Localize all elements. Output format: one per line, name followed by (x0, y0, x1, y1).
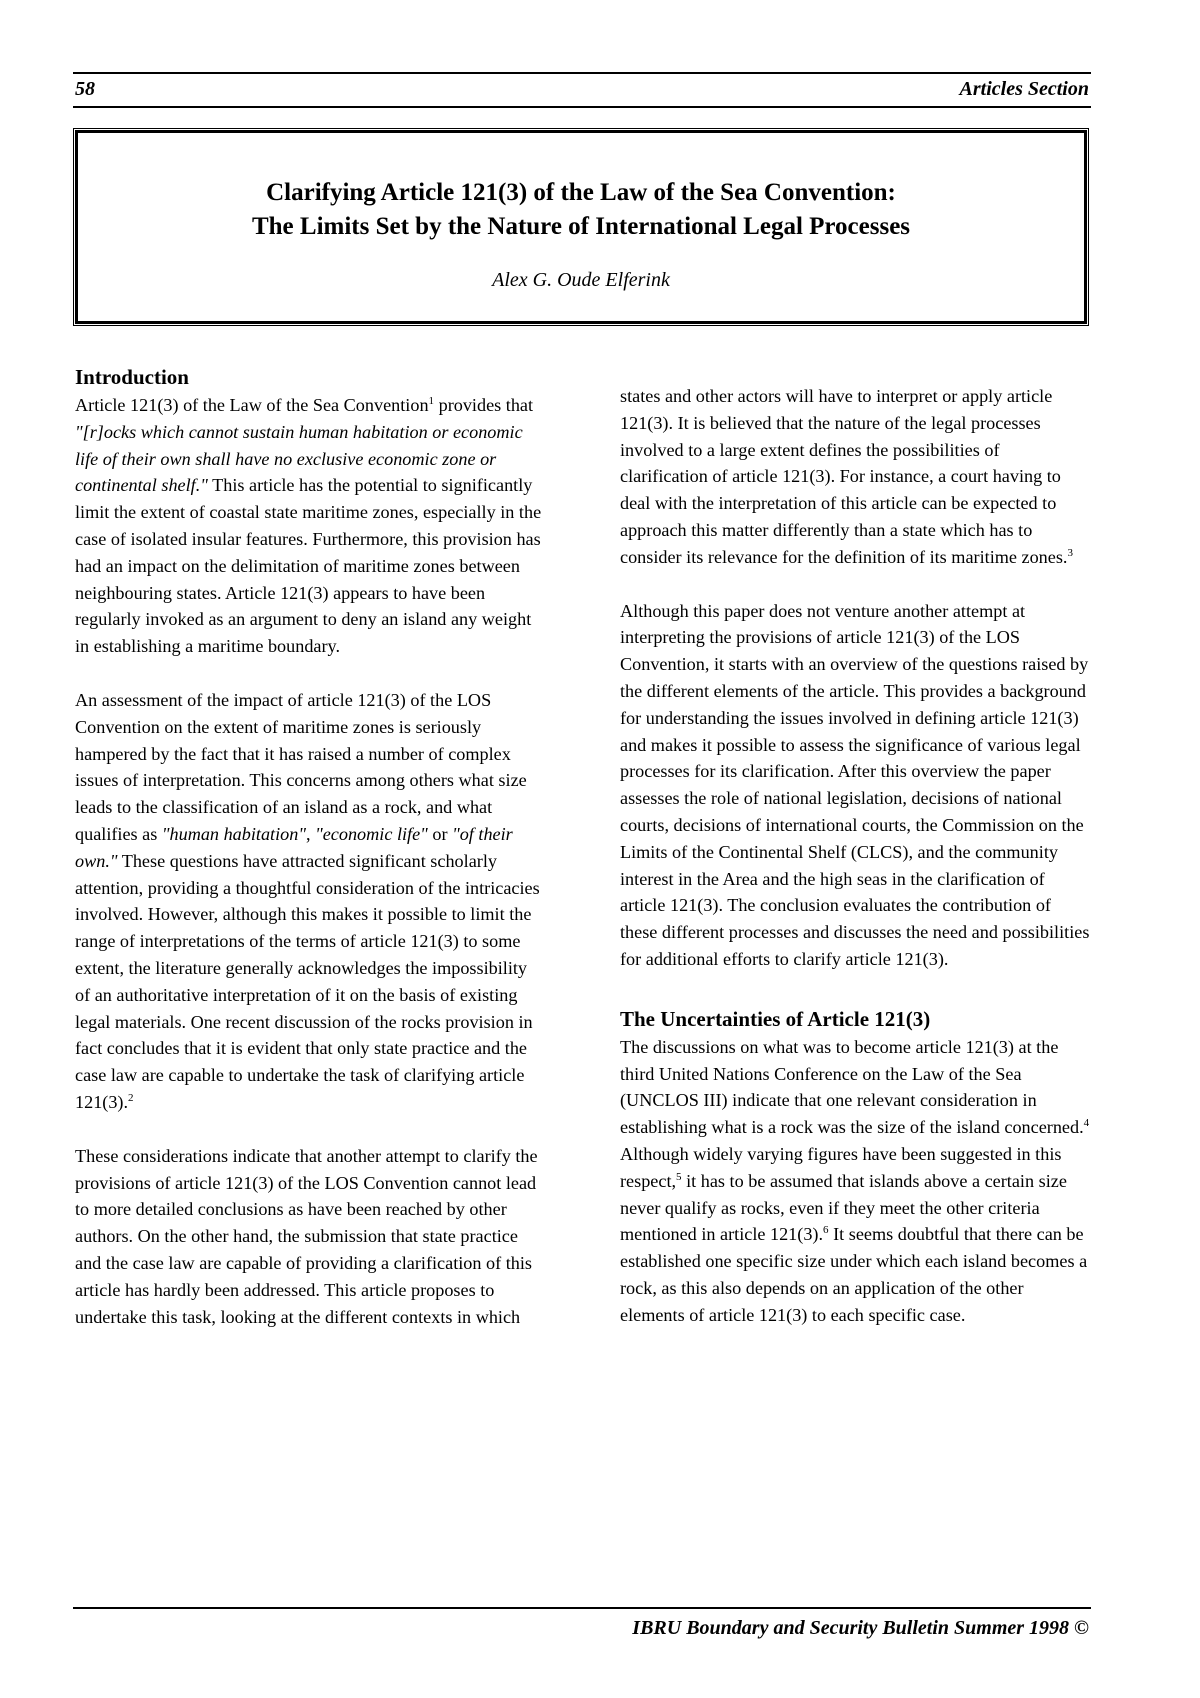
left-column (75, 364, 545, 1330)
intro-paragraph-1: Article 121(3) of the Law of the Sea Convention$^1$ provides that "[r]ocks which cannot sustain human habitation or economic life of their own shall have no exclusive economic zone or continental shelf." This article has the potential to significantly limit the extent of coastal state maritime zones, especially in the case of isolated insular features. Furthermore, this provision has had an impact on the delimitation of maritime zones between neighbouring states. Article 121(3) appears to have been regularly invoked as an argument to deny an island any weight in establishing a maritime boundary. (75, 395, 542, 657)
footnote-ref-2[interactable]: 2 (128, 1091, 134, 1104)
intro-paragraph-3-continued: states and other actors will have to interpret or apply article 121(3). It is believed that the nature of the legal processes involved to a large extent defines the possibilities of clarification of article 121(3). For instance, a court having to deal with the interpretation of this article can be expected to approach this matter differently than a state which has to consider its relevance for the definition of its maritime zones.$^3$ (620, 386, 1073, 567)
page-number: 58 (75, 78, 95, 100)
right-column (620, 383, 1090, 1329)
journal-citation: IBRU Boundary and Security Bulletin Summer 1998 © (632, 1617, 1089, 1639)
section-title: Articles Section (959, 78, 1089, 100)
intro-paragraph-3: These considerations indicate that another attempt to clarify the provisions of article 121(3) of the LOS Convention cannot lead to more detailed conclusions as have been reached by other authors. On the other hand, the submission that state practice and the case law are capable of providing a clarification of this article has hardly been addressed. This article proposes to undertake this task, looking at the different contexts in which (75, 1145, 538, 1327)
footnote-ref-1[interactable]: 1 (428, 395, 435, 407)
article-title-line-2: The Limits Set by the Nature of International Legal Processes (251, 213, 911, 240)
uncertainties-heading: The Uncertainties of Article 121(3) (620, 1006, 931, 1031)
article-title-line-1: Clarifying Article 121(3) of the Law of the Sea Convention: (266, 179, 896, 206)
intro-paragraph-2: An assessment of the impact of article 121(3) of the LOS Convention on the extent of maritime zones is seriously hampered by the fact that it has raised a number of complex issues of interpretation. This concerns among others what size leads to the classification of an island as a rock, and what qualifies as "human habitation", "economic life" or "of their own." These questions have attracted significant scholarly attention, providing a thoughtful consideration of the intricacies involved. However, although this makes it possible to limit the range of interpretations of the terms of article 121(3) to some extent, the literature generally acknowledges the impossibility of an authoritative interpretation of it on the basis of existing legal materials. One recent discussion of the rocks provision in fact concludes that it is evident that only state practice and the case law are capable to undertake the task of clarifying article 121(3).$^2$ (75, 689, 540, 1112)
footnote-ref-5[interactable]: 5 (676, 1170, 682, 1183)
footnote-ref-6[interactable]: 6 (823, 1224, 829, 1237)
intro-paragraph-4: Although this paper does not venture another attempt at interpreting the provisions of article 121(3) of the LOS Convention, it starts with an overview of the questions raised by the different elements of the article. This provides a background for understanding the issues involved in defining article 121(3) and makes it possible to assess the significance of various legal processes for its clarification. After this overview the paper assesses the role of national legislation, decisions of national courts, decisions of international courts, the Commission on the Limits of the Continental Shelf (CLCS), and the community interest in the Area and the high seas in the clarification of article 121(3). The conclusion evaluates the contribution of these different processes and discusses the need and possibilities for additional efforts to clarify article 121(3). (620, 600, 1090, 969)
page-header (73, 72, 1091, 108)
footnote-ref-3[interactable]: 3 (1067, 546, 1073, 559)
rocks-provision-quote: "[r]ocks which cannot sustain human habitation or economic life of their own shall have no exclusive economic zone or continental shelf." (75, 421, 523, 496)
page-footer (73, 1607, 1091, 1639)
footnote-ref-4[interactable]: 4 (1083, 1117, 1090, 1130)
title-box (73, 128, 1089, 326)
introduction-heading: Introduction (75, 365, 189, 389)
author: Alex G. Oude Elferink (492, 269, 670, 291)
uncertainties-paragraph-1: The discussions on what was to become article 121(3) at the third United Nations Conference on the Law of the Sea (UNCLOS III) indicate that one relevant consideration in establishing what is a rock was the size of the island concerned.$^4$ Although widely varying figures have been suggested in this respect,$^5$ it has to be assumed that islands above a certain size never qualify as rocks, even if they meet the other criteria mentioned in article 121(3).$^6$ It seems doubtful that there can be established one specific size under which each island becomes a rock, as this also depends on an application of the other elements of article 121(3) to each specific case. (620, 1036, 1090, 1325)
